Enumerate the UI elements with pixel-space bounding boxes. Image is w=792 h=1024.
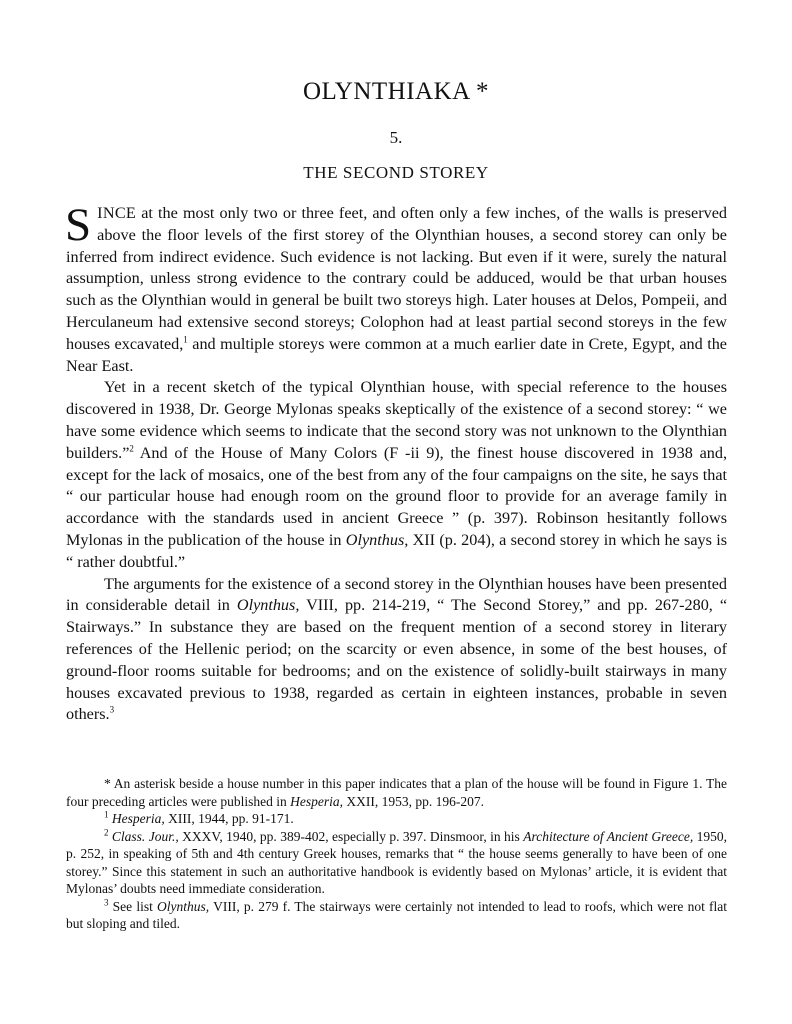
footnote-1-text: XIII, 1944, pp. 91-171.	[164, 811, 294, 826]
section-number: 5.	[389, 128, 403, 147]
paragraph-3-italic: Olynthus,	[236, 596, 300, 615]
article-title: OLYNTHIAKA *	[302, 78, 490, 105]
footnote-3	[66, 898, 727, 933]
footnote-1-mark: 1	[104, 809, 109, 820]
footnote-3-mark: 3	[104, 897, 109, 907]
footnote-3-text-b: VIII, p. 279 f. The stairways were certainly not intended to lead to roofs, which were not flat but sloping and tiled.	[66, 898, 727, 931]
paragraph-1	[65, 199, 727, 377]
paragraph-1-text-b: and multiple storeys were common at a much earlier date in Crete, Egypt, and the Near East.	[66, 334, 727, 375]
footnote-2-text-b: 1950, p. 252, in speaking of 5th and 4th century Greek houses, remarks that “ the house seems generally to have been of one storey.” Since this statement in such an authoritative handbook is evidently based on Mylonas’ article, it is evident that Mylonas’ doubts need immediate consideration.	[66, 828, 727, 896]
paragraph-2-text-b: And of the House of Many Colors (F -ii 9), the finest house discovered in 1938 and, except for the lack of mosaics, one of the best from any of the four campaigns on the site, he says that “ our particular house had enough room on the ground floor to provide for an average family in accordance with the standards used in ancient Greece ” (p. 397). Robinson hesitantly follows Mylonas in the publication of the house in	[66, 443, 727, 549]
footnote-2-italic-b: Architecture of Ancient Greece,	[523, 828, 694, 844]
footnote-star-italic: Hesperia,	[290, 793, 344, 809]
footnote-star-text-a: * An asterisk beside a house number in this paper indicates that a plan of the house will be found in Figure 1. The four preceding articles were published in	[66, 776, 727, 809]
footnote-star	[66, 775, 727, 810]
paragraph-3	[66, 574, 727, 727]
drop-cap: S	[65, 199, 92, 251]
footnote-2	[66, 828, 727, 898]
paragraph-3-text-a: The arguments for the existence of a second storey in the Olynthian houses have been presented in considerable detail in	[66, 574, 727, 615]
footnote-2-italic-a: Class. Jour.,	[111, 828, 179, 844]
footnote-1-italic: Hesperia,	[111, 811, 165, 826]
paragraph-3-text-b: VIII, pp. 214-219, “ The Second Storey,” and pp. 267-280, “ Stairways.” In substance they are based on the frequent mention of a second storey in literary references of the Hellenic period; on the scarcity or even absence, in some of the best houses, of ground-floor rooms suitable for bedrooms; and on the existence of solidly-built stairways in many houses excavated previous to 1938, regarded as certain in eighteen instances, probable in seven others.	[66, 596, 727, 724]
body-text	[65, 199, 728, 726]
footnote-1	[66, 810, 727, 828]
footnote-star-text-b: XXII, 1953, pp. 196-207.	[343, 793, 485, 809]
section-subtitle: THE SECOND STOREY	[303, 163, 489, 182]
lead-word: INCE	[97, 204, 137, 222]
footnote-2-mark: 2	[104, 827, 109, 837]
footnote-3-italic: Olynthus,	[157, 898, 210, 914]
paragraph-2-text-a: Yet in a recent sketch of the typical Olynthian house, with special reference to the houses discovered in 1938, Dr. George Mylonas speaks skeptically of the existence of a second storey: “ we have some evidence which seems to indicate that the second story was not unknown to the Olynthian builders.”	[66, 378, 727, 462]
paragraph-2-text-c: XII (p. 204), a second storey in which he says is “ rather doubtful.”	[66, 530, 728, 571]
footnote-ref-2: 2	[129, 443, 134, 454]
paragraph-2-italic: Olynthus,	[345, 530, 409, 549]
footnote-2-text-a: XXXV, 1940, pp. 389-402, especially p. 397. Dinsmoor, in his	[178, 828, 524, 844]
footnote-ref-1: 1	[183, 334, 188, 345]
paragraph-2	[66, 377, 727, 573]
paragraph-1-text-a: at the most only two or three feet, and often only a few inches, of the walls is preserved above the floor levels of the first storey of the Olynthian houses, a second storey can only be inferred from indirect evidence. Such evidence is not lacking. But even if it were, surely the natural assumption, unless strong evidence to the contrary could be adduced, would be that urban houses such as the Olynthian would in general be built two storeys high. Later houses at Delos, Pompeii, and Herculaneum had extensive second storeys; Colophon had at least partial second storeys in the few houses excavated,	[66, 204, 727, 353]
footnote-3-text-a: See list	[108, 898, 158, 914]
footnotes	[66, 775, 727, 933]
footnote-ref-3: 3	[109, 704, 115, 715]
